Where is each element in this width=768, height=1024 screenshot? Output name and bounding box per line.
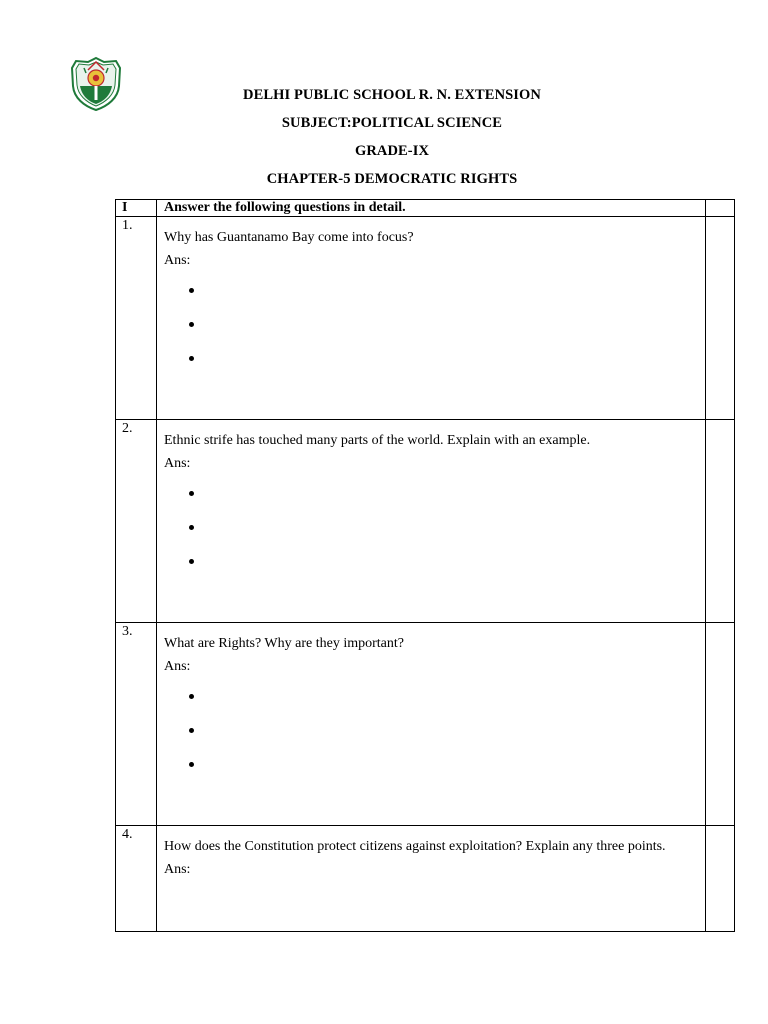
- question-text: Why has Guantanamo Bay come into focus?: [164, 230, 414, 245]
- question-number: 4.: [116, 826, 157, 932]
- answer-bullet: [189, 758, 699, 792]
- question-table: [115, 199, 735, 932]
- question-row: [116, 217, 735, 420]
- question-body: [157, 217, 706, 420]
- section-number: I: [116, 200, 157, 217]
- marks-cell: [706, 420, 735, 623]
- answer-label: Ans:: [164, 456, 191, 471]
- question-text: Ethnic strife has touched many parts of the world. Explain with an example.: [164, 433, 591, 448]
- marks-cell: [706, 826, 735, 932]
- question-text: What are Rights? Why are they important?: [164, 636, 404, 651]
- answer-bullets: [164, 284, 699, 386]
- answer-bullet: [189, 318, 699, 352]
- chapter-title: CHAPTER-5 DEMOCRATIC RIGHTS: [266, 171, 518, 187]
- answer-bullet: [189, 487, 699, 521]
- answer-bullets: [164, 487, 699, 589]
- question-row: [116, 420, 735, 623]
- question-number: 1.: [116, 217, 157, 420]
- answer-label: Ans:: [164, 862, 191, 877]
- question-body: [157, 623, 706, 826]
- marks-cell: [706, 217, 735, 420]
- section-header-row: [116, 200, 735, 217]
- answer-bullet: [189, 555, 699, 589]
- grade-title: GRADE-IX: [354, 143, 430, 159]
- question-row: [116, 826, 735, 932]
- answer-bullet: [189, 521, 699, 555]
- question-text: How does the Constitution protect citizens against exploitation? Explain any three points.: [164, 839, 666, 854]
- school-name: DELHI PUBLIC SCHOOL R. N. EXTENSION: [243, 87, 541, 103]
- marks-cell: [706, 623, 735, 826]
- question-body: [157, 420, 706, 623]
- question-number: 3.: [116, 623, 157, 826]
- subject-title: SUBJECT:POLITICAL SCIENCE: [281, 115, 503, 131]
- answer-label: Ans:: [164, 253, 191, 268]
- section-title: Answer the following questions in detail.: [157, 200, 706, 217]
- answer-bullet: [189, 352, 699, 386]
- marks-cell: [706, 200, 735, 217]
- question-row: [116, 623, 735, 826]
- answer-bullet: [189, 724, 699, 758]
- answer-bullet: [189, 690, 699, 724]
- question-number: 2.: [116, 420, 157, 623]
- answer-bullets: [164, 690, 699, 792]
- answer-label: Ans:: [164, 659, 191, 674]
- answer-bullet: [189, 284, 699, 318]
- question-body: [157, 826, 706, 932]
